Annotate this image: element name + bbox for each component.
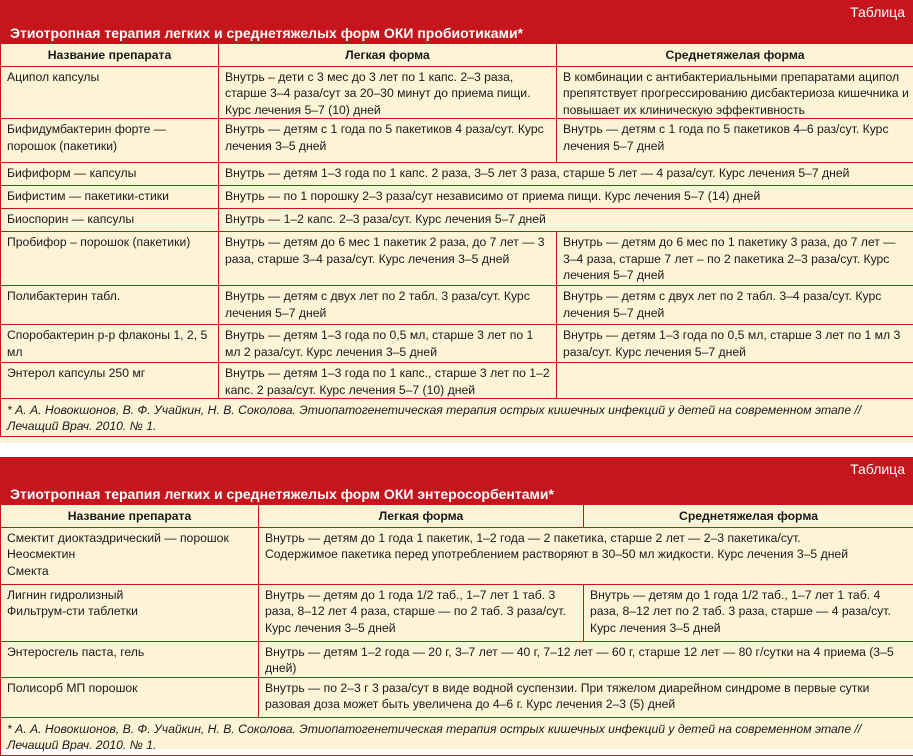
table-row [1, 119, 913, 163]
moderate-form: Внутрь — детям с двух лет по 2 табл. 3–4 раза/сут. Курс лечения 5–7 дней [557, 286, 913, 325]
mild-form: Внутрь — детям до 6 мес 1 пакетик 2 раза, до 7 лет — 3 раза, старше 3–4 раза/сут. Курс лечения 3–5 дней [219, 232, 557, 286]
drug-name: Бифиформ — капсулы [1, 163, 219, 186]
data-table [0, 504, 913, 756]
footnote: * А. А. Новокшонов, В. Ф. Учайкин, Н. В. Соколова. Этиопатогенетическая терапия острых кишечных инфекций у детей на современном этапе // Лечащий Врач. 2010. № 1. [1, 717, 913, 755]
table-row [1, 66, 913, 119]
enterosorbents-table [0, 457, 913, 749]
drug-name: Смектит диоктаэдрический — порошок Неосмектин Смекта [1, 527, 259, 584]
table-header-bar [0, 0, 913, 43]
table-row [1, 163, 913, 186]
mild-form: Внутрь — детям с 1 года по 5 пакетиков 4 раза/сут. Курс лечения 3–5 дней [219, 119, 557, 163]
column-header: Легкая форма [219, 44, 557, 67]
table-row [1, 209, 913, 232]
table-tag: Таблица [850, 4, 905, 20]
table-row [1, 186, 913, 209]
table-tag: Таблица [850, 461, 905, 477]
drug-name: Споробактерин р-р флаконы 1, 2, 5 мл [1, 325, 219, 363]
data-table [0, 43, 913, 437]
footnote-row [1, 717, 913, 755]
table-row [1, 325, 913, 363]
both-forms: Внутрь — по 2–3 г 3 раза/сут в виде водной суспензии. При тяжелом диарейном синдроме в первые сутки разовая доза может быть увеличена до 4–6 г. Курс лечения 2–3 (5) дней [259, 677, 913, 717]
drug-name: Полибактерин табл. [1, 286, 219, 325]
moderate-form [557, 363, 913, 399]
drug-name: Биоспорин — капсулы [1, 209, 219, 232]
both-forms: Внутрь — детям 1–3 года по 1 капс. 2 раза, 3–5 лет 3 раза, старше 5 лет — 4 раза/сут. Курс лечения 5–7 дней [219, 163, 913, 186]
footnote: * А. А. Новокшонов, В. Ф. Учайкин, Н. В. Соколова. Этиопатогенетическая терапия острых кишечных инфекций у детей на современном этапе // Лечащий Врач. 2010. № 1. [1, 399, 913, 437]
header-row [1, 505, 913, 528]
column-header: Среднетяжелая форма [557, 44, 913, 67]
drug-name: Полисорб МП порошок [1, 677, 259, 717]
column-header: Название препарата [1, 44, 219, 67]
drug-name: Пробифор – порошок (пакетики) [1, 232, 219, 286]
drug-name: Аципол капсулы [1, 66, 219, 119]
mild-form: Внутрь — детям 1–3 года по 1 капс., старше 3 лет по 1–2 капс. 2 раза/сут. Курс лечения 5–7 (10) дней [219, 363, 557, 399]
table-header-bar [0, 457, 913, 504]
both-forms: Внутрь — детям до 1 года 1 пакетик, 1–2 года — 2 пакетика, старше 2 лет — 2–3 пакетика/сут. Содержимое пакетика перед употреблением растворяют в 30–50 мл жидкости. Курс лечения 3–5 дней [259, 527, 913, 584]
drug-name: Энтеросгель паста, гель [1, 641, 259, 677]
mild-form: Внутрь — детям до 1 года 1/2 таб., 1–7 лет 1 таб. 3 раза, 8–12 лет 4 раза, старше — по 2 таб. 3 раза/сут. Курс лечения 3–5 дней [259, 584, 584, 641]
both-forms: Внутрь — 1–2 капс. 2–3 раза/сут. Курс лечения 5–7 дней [219, 209, 913, 232]
moderate-form: Внутрь — детям до 6 мес по 1 пакетику 3 раза, до 7 лет — 3–4 раза, старше 7 лет – по 2 пакетика 2–3 раза/сут. Курс лечения 5–7 дней [557, 232, 913, 286]
moderate-form: Внутрь — детям с 1 года по 5 пакетиков 4–6 раз/сут. Курс лечения 5–7 дней [557, 119, 913, 163]
mild-form: Внутрь – дети с 3 мес до 3 лет по 1 капс. 2–3 раза, старше 3–4 раза/сут за 20–30 минут до приема пищи. Курс лечения 5–7 (10) дней [219, 66, 557, 119]
header-row [1, 44, 913, 67]
footnote-row [1, 399, 913, 437]
table-row [1, 286, 913, 325]
table-row [1, 641, 913, 677]
table-title: Этиотропная терапия легких и среднетяжелых форм ОКИ пробиотиками* [10, 25, 523, 41]
table-row [1, 584, 913, 641]
table-row [1, 677, 913, 717]
moderate-form: Внутрь — детям 1–3 года по 0,5 мл, старше 3 лет по 1 мл 3 раза/сут. Курс лечения 5–7 дней [557, 325, 913, 363]
table-row [1, 527, 913, 584]
mild-form: Внутрь — детям 1–3 года по 0,5 мл, старше 3 лет по 1 мл 2 раза/сут. Курс лечения 3–5 дней [219, 325, 557, 363]
both-forms: Внутрь — по 1 порошку 2–3 раза/сут независимо от приема пищи. Курс лечения 5–7 (14) дней [219, 186, 913, 209]
column-header: Легкая форма [259, 505, 584, 528]
drug-name: Лигнин гидролизный Фильтрум-сти таблетки [1, 584, 259, 641]
drug-name: Бифистим — пакетики-стики [1, 186, 219, 209]
mild-form: Внутрь — детям с двух лет по 2 табл. 3 раза/сут. Курс лечения 5–7 дней [219, 286, 557, 325]
drug-name: Энтерол капсулы 250 мг [1, 363, 219, 399]
table-title: Этиотропная терапия легких и среднетяжелых форм ОКИ энтеросорбентами* [10, 486, 554, 502]
both-forms: Внутрь — детям 1–2 года — 20 г, 3–7 лет — 40 г, 7–12 лет — 60 г, старше 12 лет — 80 г/сутки на 4 приема (3–5 дней) [259, 641, 913, 677]
table-row [1, 363, 913, 399]
column-header: Название препарата [1, 505, 259, 528]
column-header: Среднетяжелая форма [584, 505, 913, 528]
table-row [1, 232, 913, 286]
drug-name: Бифидумбактерин форте — порошок (пакетики) [1, 119, 219, 163]
moderate-form: В комбинации с антибактериальными препаратами аципол препятствует прогрессированию дисбактериоза кишечника и повышает их клиническую эффективность [557, 66, 913, 119]
moderate-form: Внутрь — детям до 1 года 1/2 таб., 1–7 лет 1 таб. 4 раза, 8–12 лет по 2 таб. 3 раза, старше — 4 раза/сут. Курс лечения 3–5 дней [584, 584, 913, 641]
